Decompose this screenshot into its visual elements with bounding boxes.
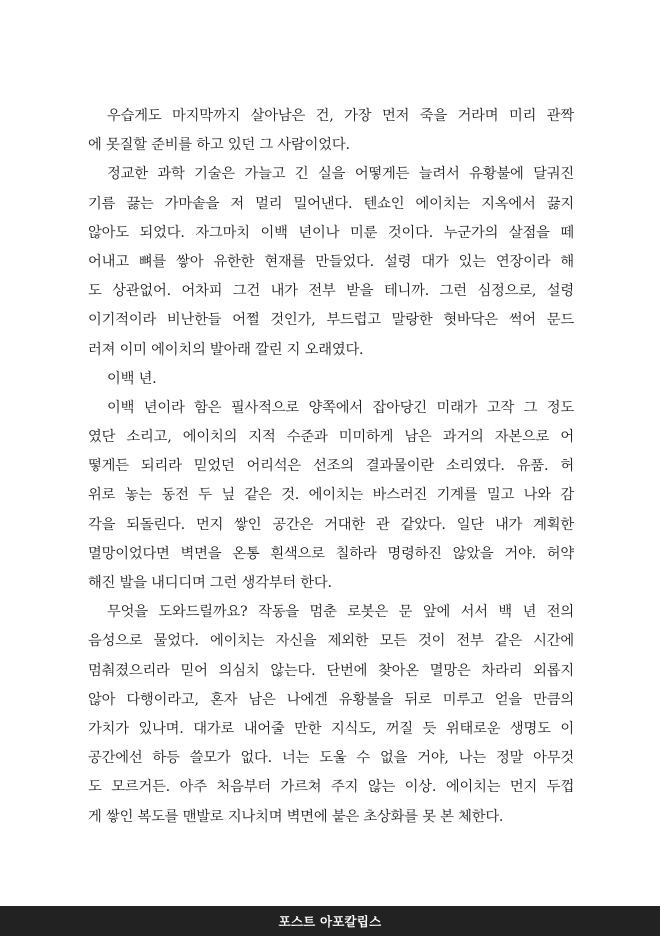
document-body [88, 102, 574, 832]
text-line: 멈춰졌으리라 믿어 의심치 않는다. 단번에 찾아온 멸망은 차라리 외롭지 [88, 662, 574, 679]
text-line: 무엇을 도와드릴까요? 작동을 멈춘 로봇은 문 앞에 서서 백 년 전의 [107, 604, 574, 621]
text-line: 이백 년. [107, 370, 157, 387]
text-line: 우습게도 마지막까지 살아남은 건, 가장 먼저 죽을 거라며 미리 관짝 [107, 108, 574, 124]
text-line: 정교한 과학 기술은 가늘고 긴 실을 어떻게든 늘려서 유황불에 달궈진 [107, 166, 574, 183]
text-line: 였단 소리고, 에이치의 지적 수준과 미미하게 남은 과거의 자본으로 어 [88, 429, 574, 446]
text-line: 도 상관없어. 어차피 그건 내가 전부 받을 테니까. 그런 심정으로, 설령 [88, 283, 574, 300]
text-line: 않아 다행이라고, 혼자 남은 나에겐 유황불을 뒤로 미루고 얻을 만큼의 [88, 691, 574, 708]
text-line: 기름 끓는 가마솥을 저 멀리 밀어낸다. 텐쇼인 에이치는 지옥에서 끓지 [88, 195, 574, 212]
text-line: 게 쌓인 복도를 맨발로 지나치며 벽면에 붙은 초상화를 못 본 체한다. [88, 808, 504, 825]
text-line: 위로 놓는 동전 두 닢 같은 것. 에이치는 바스러진 기계를 밀고 나와 감 [88, 487, 574, 504]
text-line: 각을 되돌린다. 먼지 쌓인 공간은 거대한 관 같았다. 일단 내가 계획한 [88, 516, 574, 533]
text-line: 떻게든 되리라 믿었던 어리석은 선조의 결과물이란 소리였다. 유품. 허 [88, 458, 574, 475]
text-line: 않아도 되었다. 자그마치 이백 년이나 미룬 것이다. 누군가의 살점을 떼 [88, 224, 574, 241]
text-line: 이기적이라 비난한들 어쩔 것인가, 부드럽고 말랑한 혓바닥은 썩어 문드 [88, 312, 574, 329]
text-line: 에 못질할 준비를 하고 있던 그 사람이었다. [88, 137, 350, 154]
text-line: 가치가 있나며. 대가로 내어줄 만한 지식도, 꺼질 듯 위태로운 생명도 이 [88, 720, 574, 737]
text-line: 러져 이미 에이치의 발아래 깔린 지 오래였다. [88, 341, 364, 358]
footer-bar [0, 906, 660, 936]
text-line: 해진 발을 내디디며 그런 생각부터 한다. [88, 575, 332, 591]
text-line: 도 모르거든. 아주 처음부터 가르쳐 주지 않는 이상. 에이치는 먼지 두껍 [88, 779, 574, 796]
text-line: 음성으로 물었다. 에이치는 자신을 제외한 모든 것이 전부 같은 시간에 [88, 633, 574, 650]
text-line: 어내고 뼈를 쌓아 유한한 현재를 만들었다. 설령 대가 있는 연장이라 해 [88, 253, 574, 270]
text-line: 멸망이었다면 벽면을 온통 흰색으로 칠하라 명령하진 않았을 거야. 허약 [88, 545, 574, 562]
text-line: 공간에선 하등 쓸모가 없다. 너는 도울 수 없을 거야, 나는 정말 아무것 [88, 750, 574, 767]
text-line: 이백 년이라 함은 필사적으로 양쪽에서 잡아당긴 미래가 고작 그 정도 [107, 399, 574, 416]
footer-label: 포스트 아포칼립스 [278, 914, 382, 929]
